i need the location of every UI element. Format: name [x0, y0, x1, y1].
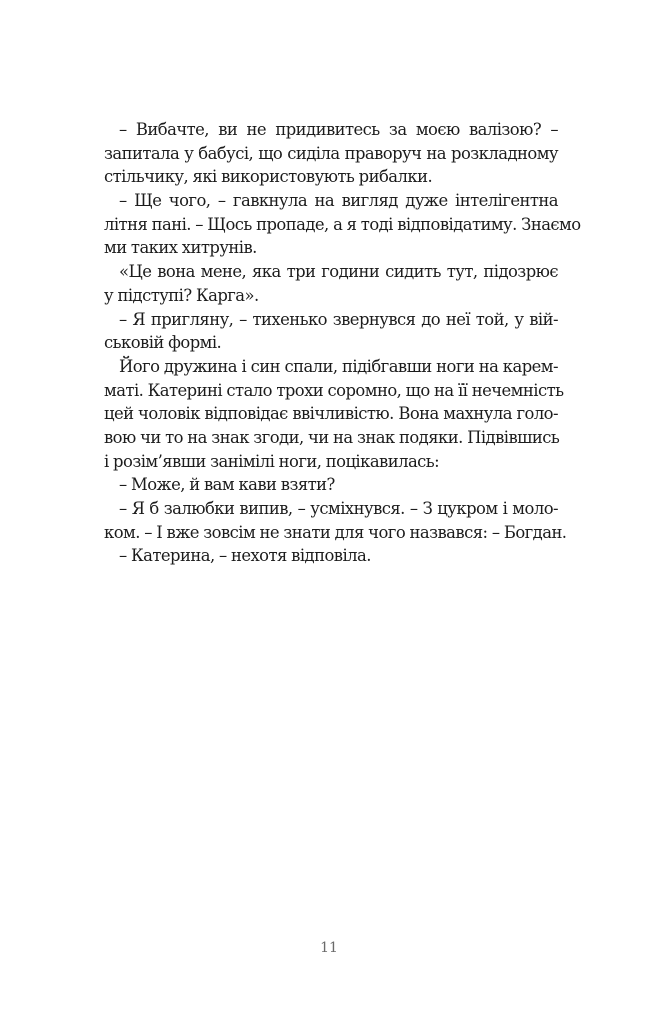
text-line: Його дружина і син спали, підібгавши ноги на карем-	[119, 356, 558, 376]
paragraph	[104, 189, 581, 260]
paragraph	[104, 308, 558, 355]
paragraph	[104, 497, 567, 544]
paragraph	[104, 118, 558, 189]
text-line: ком. – І вже зовсім не знати для чого назвався: – Богдан.	[104, 522, 567, 542]
text-line: стільчику, які використовують рибалки.	[104, 167, 433, 187]
page-number: 11	[320, 940, 338, 956]
text-line: – Я б залюбки випив, – усміхнувся. – З цукром і моло-	[119, 499, 558, 518]
text-line: у підступі? Карга».	[104, 285, 259, 305]
text-line: – Може, й вам кави взяти?	[119, 475, 335, 495]
text-line: – Ще чого, – гавкнула на вигляд дуже інтелігентна	[119, 191, 558, 211]
text-line: вою чи то на знак згоди, чи на знак подяки. Підвівшись	[104, 427, 560, 447]
paragraph	[104, 473, 558, 497]
text-line: – Вибачте, ви не придивитесь за моєю валізою? –	[119, 120, 558, 139]
text-line: літня пані. – Щось пропаде, а я тоді відповідатиму. Знаємо	[104, 214, 581, 234]
body-text	[104, 118, 581, 568]
text-line: і розім’явши занімілі ноги, поцікавилась:	[104, 451, 440, 471]
text-line: – Я пригляну, – тихенько звернувся до неї той, у вій-	[119, 309, 558, 329]
text-line: ськовій формі.	[104, 333, 222, 353]
paragraph	[104, 260, 558, 307]
text-line: запитала у бабусі, що сиділа праворуч на розкладному	[104, 143, 558, 163]
paragraph	[104, 355, 564, 473]
text-line: цей чоловік відповідає ввічливістю. Вона махнула голо-	[104, 404, 558, 424]
text-line: ми таких хитрунів.	[104, 238, 257, 258]
text-line: «Це вона мене, яка три години сидить тут, підозрює	[119, 262, 558, 282]
text-line: – Катерина, – нехотя відповіла.	[119, 546, 371, 566]
paragraph	[104, 544, 558, 568]
text-line: маті. Катерині стало трохи соромно, що на її нечемність	[104, 380, 564, 400]
